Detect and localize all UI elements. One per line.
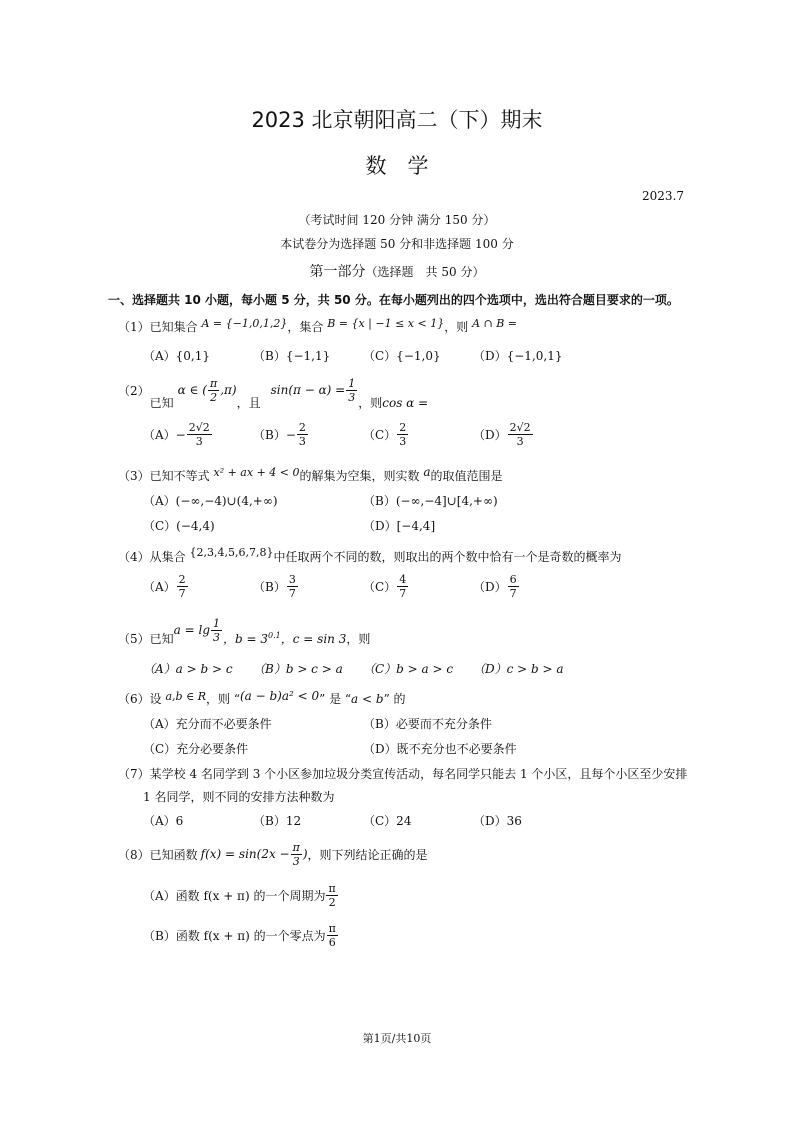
- option-a[interactable]: （A） 函数 f(x + π) 的一个周期为 $\frac{\pi}{2}$: [143, 882, 336, 909]
- option-b[interactable]: （B） $\frac{3}{7}$: [253, 573, 296, 600]
- option-a[interactable]: （A）(−∞,−4)∪(4,+∞): [143, 494, 278, 508]
- option-d[interactable]: （D）[−4,4]: [363, 519, 436, 533]
- question-3: [118, 467, 503, 484]
- option-c[interactable]: （C）{−1,0}: [363, 349, 441, 363]
- math-expr: α ∈ ( $\frac{\pi}{2}$ ,π): [177, 377, 237, 404]
- question-text: 设: [149, 692, 162, 706]
- option-b[interactable]: （B）必要而不充分条件: [363, 717, 492, 731]
- option-c[interactable]: （C）充分必要条件: [143, 742, 249, 756]
- question-text: 的取值范围是: [430, 469, 503, 483]
- math-expr: f(x) = sin(2x − $\frac{\pi}{3}$ ): [200, 841, 308, 868]
- question-number: （1）: [118, 320, 150, 334]
- question-2: [118, 377, 429, 410]
- question-text: ，集合: [287, 320, 324, 334]
- option-a[interactable]: （A）{0,1}: [143, 349, 211, 363]
- question-text: 已知集合: [149, 320, 198, 334]
- option-a[interactable]: （A）充分而不必要条件: [143, 717, 272, 731]
- part-note: （选择题 共 50 分）: [365, 265, 485, 279]
- option-a[interactable]: （A）6: [143, 814, 184, 828]
- option-b[interactable]: （B） − $\frac{2}{3}$: [253, 421, 306, 448]
- question-1: [118, 318, 517, 335]
- math-expr: {2,3,4,5,6,7,8}: [189, 546, 274, 559]
- math-expr: A ∩ B =: [472, 317, 518, 330]
- question-number: （5）: [118, 632, 150, 646]
- question-number: （3）: [118, 469, 150, 483]
- question-8: [118, 842, 428, 867]
- question-7-line2: 1 名同学，则不同的安排方法种数为: [143, 790, 335, 804]
- option-a[interactable]: （A） $\frac{2}{7}$: [143, 573, 186, 600]
- question-text: 已知函数: [149, 848, 198, 862]
- question-text: ，则: [444, 320, 469, 334]
- exam-date: 2023.7: [642, 189, 684, 203]
- math-expr: B = {x | −1 ≤ x < 1}: [327, 317, 445, 330]
- score-info: 本试卷分为选择题 50 分和非选择题 100 分: [280, 237, 514, 251]
- question-number: （2）: [118, 384, 150, 398]
- option-b[interactable]: （B）{−1,1}: [253, 349, 331, 363]
- option-d[interactable]: （D）{−1,0,1}: [473, 349, 563, 363]
- math-expr: A = {−1,0,1,2}: [201, 317, 288, 330]
- question-text: ，则下列结论正确的是: [307, 848, 428, 862]
- option-c[interactable]: （C）b > a > c: [363, 662, 454, 676]
- question-text: 已知不等式: [149, 469, 210, 483]
- question-text: 某学校 4 名同学到 3 个小区参加垃圾分类宣传活动，每名同学只能去 1 个小区，且每个小区至少安排: [149, 767, 688, 781]
- question-number: （4）: [118, 550, 150, 564]
- option-a[interactable]: （A） − $\frac{2√2}{3}$: [143, 421, 210, 448]
- question-number: （8）: [118, 848, 150, 862]
- math-expr: cos α =: [382, 395, 429, 410]
- option-c[interactable]: （C）24: [363, 814, 412, 828]
- option-d[interactable]: （D） $\frac{2√2}{3}$: [473, 421, 531, 448]
- math-expr: a: [423, 465, 431, 479]
- question-text: ，则: [358, 396, 383, 410]
- question-text: ” 的: [383, 692, 406, 706]
- option-d[interactable]: （D）c > b > a: [473, 662, 564, 676]
- question-text: ，则: [346, 632, 371, 646]
- question-text: 中任取两个不同的数，则取出的两个数中恰有一个是奇数的概率为: [273, 550, 622, 564]
- option-b[interactable]: （B）(−∞,−4]∪[4,+∞): [363, 494, 498, 508]
- option-b[interactable]: （B）b > c > a: [253, 662, 343, 676]
- option-b[interactable]: （B） 函数 f(x + π) 的一个零点为 $\frac{\pi}{6}$: [143, 922, 336, 949]
- question-text: 的解集为空集，则实数: [299, 469, 420, 483]
- option-c[interactable]: （C） $\frac{4}{7}$: [363, 573, 407, 600]
- question-number: （6）: [118, 692, 150, 706]
- option-b[interactable]: （B）12: [253, 814, 302, 828]
- part-title: [0, 261, 794, 281]
- math-expr: ，$b = 3^{0.1}$，c = sin 3: [223, 631, 347, 646]
- question-number: （7）: [118, 767, 150, 781]
- option-c[interactable]: （C） $\frac{2}{3}$: [363, 421, 407, 448]
- question-6: [118, 690, 406, 707]
- question-text: ，则 “: [206, 692, 240, 706]
- question-4: [118, 548, 621, 565]
- question-7: [118, 765, 687, 782]
- subject-title: 数 学: [365, 154, 429, 178]
- math-expr: (a − b)a² < 0: [239, 689, 320, 703]
- question-text: ” 是 “: [319, 692, 352, 706]
- math-expr: a,b ∈ R: [165, 690, 206, 703]
- question-text: 从集合: [149, 550, 186, 564]
- option-c[interactable]: （C）(−4,4): [143, 519, 215, 533]
- section-heading: 一、选择题共 10 小题，每小题 5 分，共 50 分。在每小题列出的四个选项中，选出符合题目要求的一项。: [108, 293, 679, 307]
- question-5: [118, 617, 371, 646]
- math-expr: a < b: [351, 692, 384, 706]
- math-expr: sin(π − α) = $\frac{1}{3}$: [270, 377, 356, 404]
- math-expr: x² + ax + 4 < 0: [213, 466, 300, 479]
- question-text: ，且: [236, 396, 261, 410]
- option-d[interactable]: （D） $\frac{6}{7}$: [473, 573, 517, 600]
- question-text: 已知: [149, 632, 174, 646]
- option-a[interactable]: （A）a > b > c: [143, 662, 233, 676]
- question-text: 已知: [149, 396, 174, 410]
- part-title-text: 第一部分: [309, 264, 366, 280]
- math-expr: a = lg $\frac{1}{3}$: [173, 617, 221, 644]
- page-footer: 第1页/共10页: [362, 1032, 432, 1045]
- option-d[interactable]: （D）既不充分也不必要条件: [363, 742, 517, 756]
- option-d[interactable]: （D）36: [473, 814, 522, 828]
- page-title: 2023 北京朝阳高二（下）期末: [251, 108, 543, 132]
- exam-info: （考试时间 120 分钟 满分 150 分）: [298, 213, 496, 227]
